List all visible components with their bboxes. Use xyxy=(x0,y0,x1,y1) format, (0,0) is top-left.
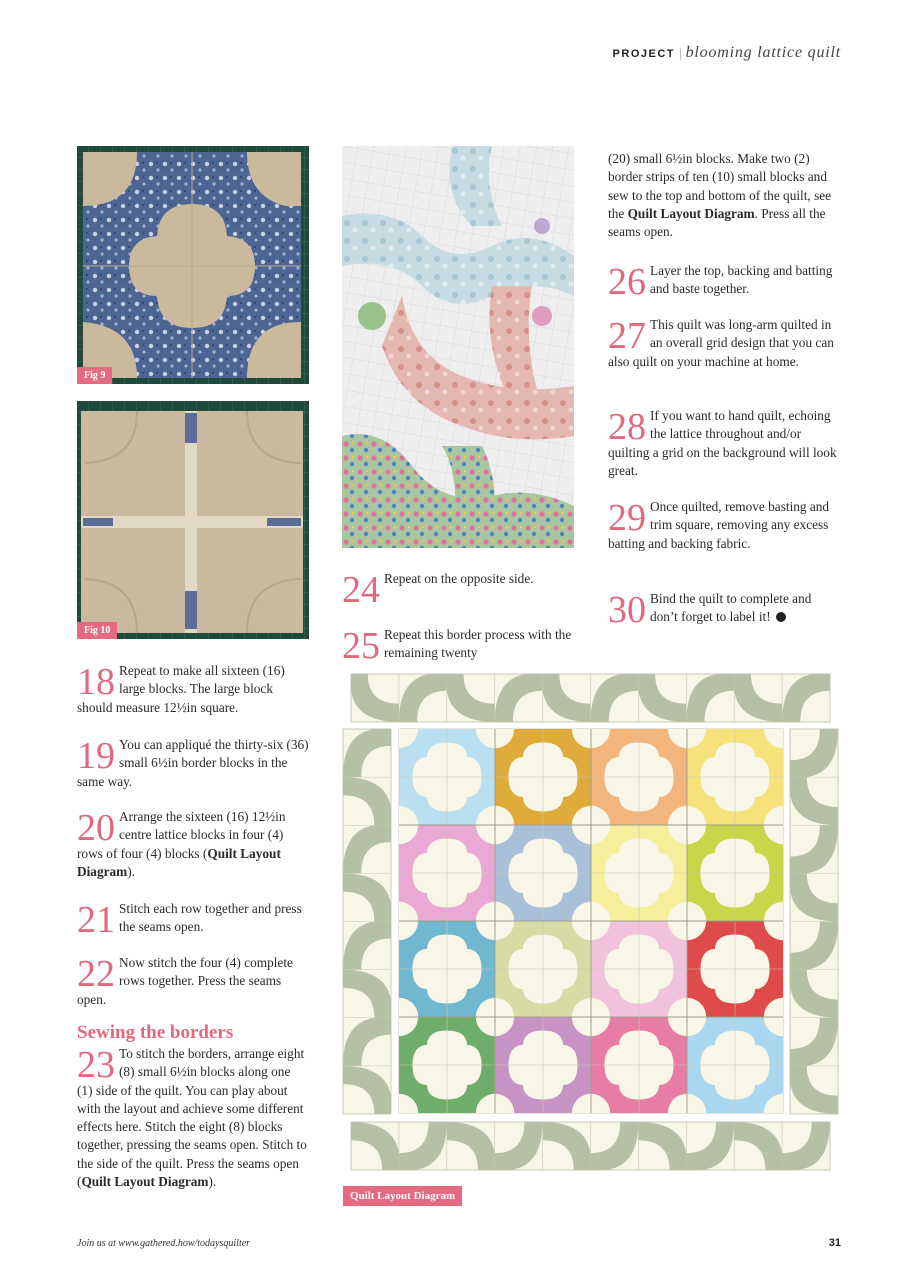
step-29 xyxy=(608,498,840,553)
step-text: This quilt was long-arm quilted in an overall grid design that you can also quilt on your machine at home. xyxy=(608,317,834,369)
step-text: To stitch the borders, arrange eight (8) small 6½in blocks along one (1) side of the quilt. You can play about with the layout and achieve some different effects here. Stitch the eight (8) blocks together, pressing the seams open. Stitch to the side of the quilt. Press the seams open ( xyxy=(77,1046,307,1190)
step-text: (20) small 6½in blocks. Make two (2) border strips of ten (10) small blocks and sew to the top and bottom of the quilt, see the xyxy=(608,151,832,221)
step-number: 26 xyxy=(608,261,646,303)
running-header xyxy=(613,44,841,62)
step-19 xyxy=(77,736,309,791)
step-text: Once quilted, remove basting and trim square, removing any excess batting and backing fabric. xyxy=(608,499,830,551)
fig9-image xyxy=(77,146,309,384)
step-23 xyxy=(77,1045,309,1191)
step-number: 25 xyxy=(342,625,380,667)
header-separator: | xyxy=(679,45,682,60)
section-label: PROJECT xyxy=(612,48,676,60)
step-number: 22 xyxy=(77,953,115,995)
diagram-reference: Quilt Layout Diagram xyxy=(627,205,755,221)
step-24 xyxy=(342,569,574,611)
step-text-end: ). xyxy=(208,1174,217,1190)
article-title: blooming lattice quilt xyxy=(685,44,841,61)
step-number: 28 xyxy=(608,406,646,448)
step-text: If you want to hand quilt, echoing the lattice throughout and/or quilting a grid on the background will look great. xyxy=(608,408,837,478)
step-text: Now stitch the four (4) complete rows together. Press the seams open. xyxy=(77,955,293,1007)
step-text-end: . Press all the seams open. xyxy=(608,205,826,240)
step-number: 18 xyxy=(77,661,115,703)
diagram-caption: Quilt Layout Diagram xyxy=(343,1186,462,1206)
step-number: 29 xyxy=(608,497,646,539)
step-text: Layer the top, backing and batting and baste together. xyxy=(650,263,833,297)
step-21 xyxy=(77,899,309,941)
fig9-photo xyxy=(77,146,309,384)
fig10-image xyxy=(77,401,309,639)
end-mark-icon xyxy=(776,612,786,622)
step-text: Stitch each row together and press the seams open. xyxy=(119,901,302,935)
step-20 xyxy=(77,808,309,881)
step-28 xyxy=(608,407,840,480)
section-heading: Sewing the borders xyxy=(77,1022,234,1043)
step-number: 20 xyxy=(77,807,115,849)
quilt-closeup-image xyxy=(342,146,574,548)
fig9-label: Fig 9 xyxy=(77,367,112,384)
step-25-continued xyxy=(608,150,840,241)
step-22 xyxy=(77,954,309,1009)
footer-url: Join us at www.gathered.how/todaysquilter xyxy=(77,1238,251,1249)
step-26 xyxy=(608,261,840,303)
step-number: 30 xyxy=(608,589,646,631)
fig10-label: Fig 10 xyxy=(77,622,117,639)
step-text: Bind the quilt to complete and don’t forget to label it! xyxy=(650,591,812,625)
step-text: Repeat this border process with the remaining twenty xyxy=(384,627,572,661)
page-number: 31 xyxy=(828,1237,841,1249)
step-text: You can appliqué the thirty-six (36) small 6½in border blocks in the same way. xyxy=(77,737,309,789)
step-18 xyxy=(77,662,309,717)
quilt-closeup-photo xyxy=(342,146,574,548)
step-number: 19 xyxy=(77,735,115,777)
step-text: Arrange the sixteen (16) 12½in centre lattice blocks in four (4) rows of four (4) blocks ( xyxy=(77,809,286,861)
step-text-end: ). xyxy=(127,863,135,879)
fig10-photo xyxy=(77,401,309,639)
step-number: 21 xyxy=(77,899,115,941)
step-30 xyxy=(608,589,840,631)
step-27 xyxy=(608,316,840,371)
step-25 xyxy=(342,625,574,667)
diagram-reference: Quilt Layout Diagram xyxy=(81,1174,209,1190)
step-text: Repeat to make all sixteen (16) large blocks. The large block should measure 12½in square. xyxy=(77,663,285,715)
step-text: Repeat on the opposite side. xyxy=(384,571,534,586)
quilt-layout-diagram xyxy=(342,672,840,1172)
step-number: 24 xyxy=(342,569,380,611)
step-number: 23 xyxy=(77,1044,115,1086)
step-number: 27 xyxy=(608,315,646,357)
diagram-reference: Quilt Layout Diagram xyxy=(77,845,281,879)
